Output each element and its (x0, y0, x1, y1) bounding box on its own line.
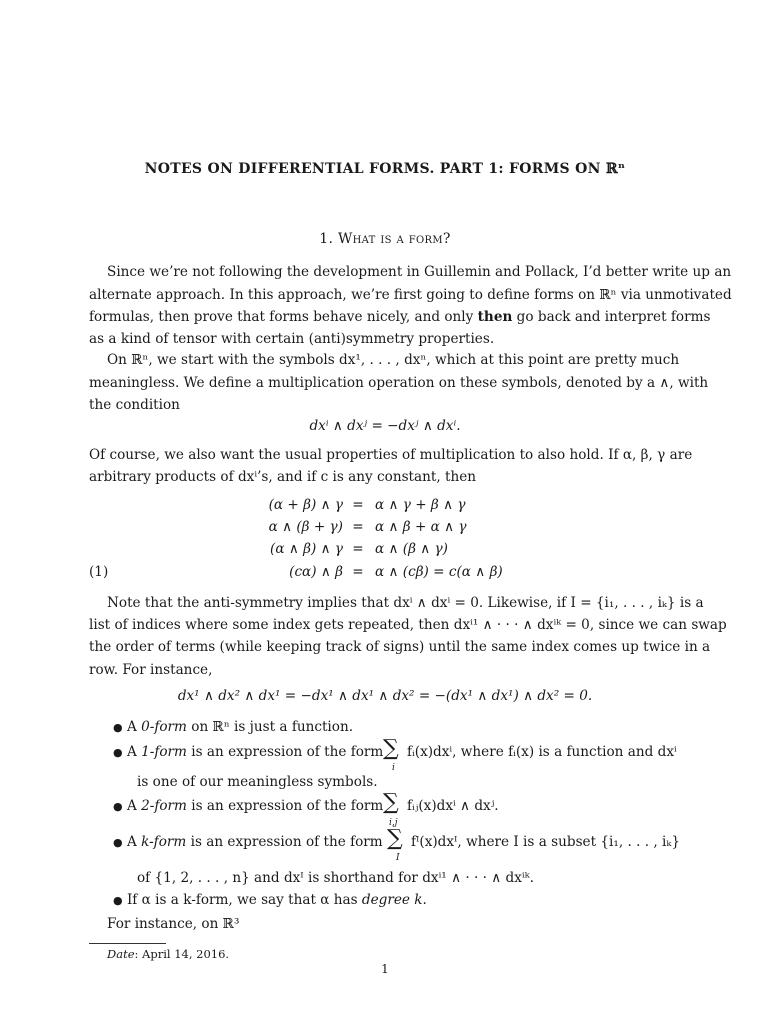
bullet-icon: ● (113, 800, 123, 813)
footnote-rule (89, 943, 166, 944)
equation-row-1-lhs: (α + β) ∧ γ (268, 497, 343, 513)
bullet-icon: ● (113, 721, 123, 734)
equation-row-4-rhs: α ∧ (cβ) = c(α ∧ β) (375, 564, 503, 580)
bullet-icon: ● (113, 894, 123, 907)
bullet-k-form-expression: fᴵ(x)dxᴵ, where I is a subset {i₁, . . . , iₖ} (411, 834, 680, 850)
equation-row-2-eq: = (352, 519, 364, 535)
paragraph-5: For instance, on ℝ³ (107, 916, 240, 932)
paragraph-4-line-3: the order of terms (while keeping track of signs) until the same index comes up twice in a (89, 639, 711, 655)
paragraph-1-line-4: as a kind of tensor with certain (anti)symmetry properties. (89, 331, 495, 347)
summation-index: i,j (389, 818, 398, 828)
bullet-item-degree: ● If α is a k-form, we say that α has degree k. (113, 892, 427, 908)
equation-row-3-eq: = (352, 541, 364, 557)
emphasis-then: then (477, 309, 513, 325)
equation-example: dx¹ ∧ dx² ∧ dx¹ = −dx¹ ∧ dx¹ ∧ dx² = −(dx¹ ∧ dx¹) ∧ dx² = 0. (177, 688, 593, 704)
page-number: 1 (381, 962, 389, 976)
equation-row-2-lhs: α ∧ (β + γ) (268, 519, 343, 535)
paragraph-2-line-2: meaningless. We define a multiplication operation on these symbols, denoted by a ∧, with (89, 375, 709, 391)
equation-row-4-eq: = (352, 564, 364, 580)
paragraph-1-line-3: formulas, then prove that forms behave nicely, and only then go back and interpret forms (89, 309, 711, 325)
equation-row-3-rhs: α ∧ (β ∧ γ) (375, 541, 448, 557)
bullet-icon: ● (113, 746, 123, 759)
summation-symbol: ∑ (383, 790, 399, 815)
paragraph-1-line-1: Since we’re not following the development in Guillemin and Pollack, I’d better write up an (107, 264, 732, 280)
bullet-item-0-form: ● A 0-form on ℝⁿ is just a function. (113, 719, 354, 735)
paper-title: NOTES ON DIFFERENTIAL FORMS. PART 1: FORMS ON ℝⁿ (144, 161, 626, 177)
footnote-date: Date: April 14, 2016. (107, 947, 230, 961)
bullet-item-2-form: ● A 2-form is an expression of the form (113, 798, 384, 814)
summation-symbol: ∑ (387, 826, 403, 851)
paragraph-1-line-2: alternate approach. In this approach, we’re first going to define forms on ℝⁿ via unmotivated (89, 287, 732, 303)
summation-index: i (392, 763, 395, 773)
equation-number: (1) (89, 564, 109, 580)
bullet-1-form-continuation: is one of our meaningless symbols. (137, 774, 378, 790)
section-heading: 1. What is a form? (319, 231, 451, 247)
bullet-item-1-form: ● A 1-form is an expression of the form (113, 744, 384, 760)
summation-index: I (396, 853, 400, 863)
paragraph-3-line-2: arbitrary products of dxⁱ’s, and if c is any constant, then (89, 469, 477, 485)
summation-symbol: ∑ (383, 736, 399, 761)
bullet-icon: ● (113, 836, 123, 849)
equation-anticommute: dxⁱ ∧ dxʲ = −dxʲ ∧ dxⁱ. (309, 418, 461, 434)
bullet-1-form-expression: fᵢ(x)dxⁱ, where fᵢ(x) is a function and dxⁱ (407, 744, 677, 760)
bullet-2-form-expression: fᵢⱼ(x)dxⁱ ∧ dxʲ. (407, 798, 499, 814)
paragraph-3-line-1: Of course, we also want the usual properties of multiplication to also hold. If α, β, γ are (89, 447, 693, 463)
paragraph-2-line-1: On ℝⁿ, we start with the symbols dx¹, . . . , dxⁿ, which at this point are pretty much (107, 352, 680, 368)
bullet-item-k-form: ● A k-form is an expression of the form (113, 834, 383, 850)
paragraph-4-line-1: Note that the anti-symmetry implies that dxⁱ ∧ dxⁱ = 0. Likewise, if I = {i₁, . . . , iₖ} is a (107, 595, 704, 611)
equation-row-2-rhs: α ∧ β + α ∧ γ (375, 519, 467, 535)
bullet-k-form-continuation: of {1, 2, . . . , n} and dxᴵ is shorthand for dxⁱ¹ ∧ · · · ∧ dxⁱᵏ. (137, 870, 534, 886)
paragraph-4-line-2: list of indices where some index gets repeated, then dxⁱ¹ ∧ · · · ∧ dxⁱᵏ = 0, since we can swap (89, 617, 727, 633)
paragraph-4-line-4: row. For instance, (89, 662, 213, 678)
equation-row-3-lhs: (α ∧ β) ∧ γ (270, 541, 343, 557)
equation-row-1-eq: = (352, 497, 364, 513)
paragraph-2-line-3: the condition (89, 397, 180, 413)
equation-row-4-lhs: (cα) ∧ β (289, 564, 343, 580)
equation-row-1-rhs: α ∧ γ + β ∧ γ (375, 497, 466, 513)
